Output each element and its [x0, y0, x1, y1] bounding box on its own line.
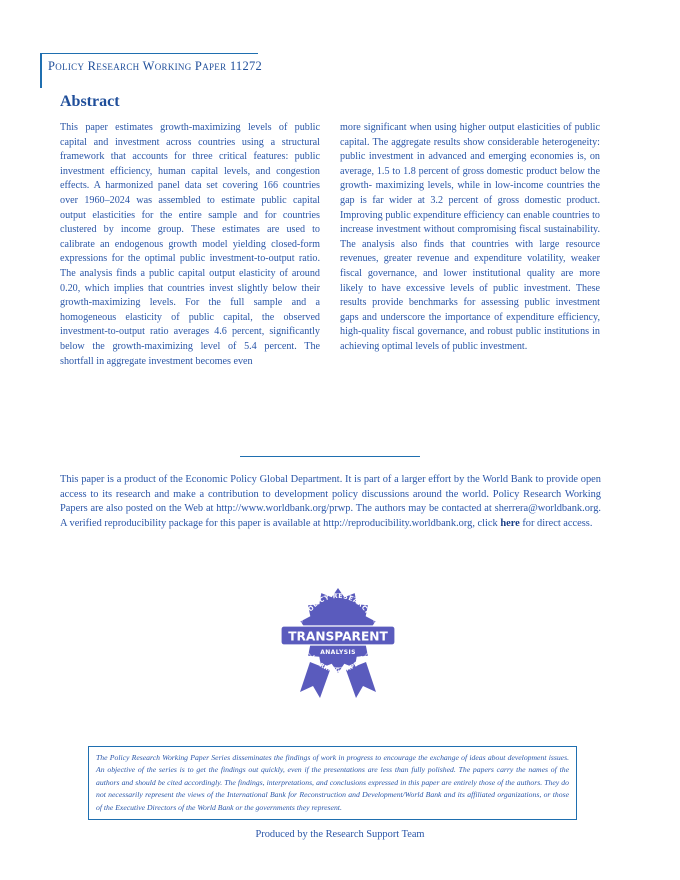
abstract-title: Abstract: [60, 93, 120, 110]
abstract-column-left: This paper estimates growth-maximizing levels of public capital and investment across countries using a structural framework that accounts for three critical features: public investment efficiency, human capital levels, and congestion effects. A harmonized panel data set covering 166 countries over 1960–2024 was assembled to estimate public capital output elasticities for the entire sample and for countries clustered by income group. These estimates are used to calibrate an endogenous growth model yielding closed-form expressions for the optimal public investment-to-output ratio. The analysis finds a public capital output elasticity of around 0.20, which implies that countries invest slightly below their growth-maximizing levels. For the full sample and a homogeneous elasticity of public capital, the observed investment-to-output ratio averages 4.6 percent, significantly below the growth-maximizing level of 5.4 percent. The shortfall in aggregate investment becomes even: [60, 122, 320, 367]
disclaimer-text: The Policy Research Working Paper Series disseminates the findings of work in progress to encourage the exchange of ideas about development issues. An objective of the series is to get the findings out quickly, even if the presentations are less than fully polished. The papers carry the names of the authors and should be cited accordingly. The findings, interpretations, and conclusions expressed in this paper are entirely those of the authors. They do not necessarily represent the views of the International Bank for Reconstruction and Development/World Bank and its affiliated organizations, or those of the Executive Directors of the World Bank or the governments they represent.: [96, 753, 569, 812]
section-divider: [240, 456, 420, 457]
footer-credit: Produced by the Research Support Team: [255, 829, 425, 840]
product-note: [60, 473, 601, 531]
abstract-column-right: more significant when using higher output elasticities of public capital. The aggregate results show considerable heterogeneity: public investment in advanced and emerging economies is, on average, 1.5 to 1.8 percent of gross domestic product below the growth- maximizing levels, while in low-income countries the gap is far wider at 3.2 percent of gross domestic product. Improving public expenditure efficiency can enable countries to increase investment without compromising fiscal sustainability. The analysis also finds that countries with large resource revenues, greater revenue and expenditure volatility, weaker fiscal governance, and lower institutional quality are more likely to have excessive levels of public investment. These results provide benchmarks for assessing public investment gaps and underscore the importance of expenditure efficiency, high-quality fiscal governance, and robust public institutions in achieving optimal levels of public investment.: [340, 122, 600, 352]
badge-bottom-arc: WORKING PAPERS: [309, 654, 367, 675]
badge-main-word: TRANSPARENT: [288, 629, 388, 644]
badge-top-arc: POLICY RESEARCH: [304, 592, 372, 618]
reproducibility-link[interactable]: here: [500, 517, 520, 529]
series-label: Policy Research Working Paper 11272: [48, 59, 263, 73]
product-note-text: This paper is a product of the Economic Policy Global Department. It is part of a larger effort by the World Bank to provide open access to its research and make a contribution to development policy discussions around the world. Policy Research Working Papers are also posted on the Web at http://www.worldbank.org/prwp. The authors may be contacted at sherrera@worldbank.org. A verified reproducibility package for this paper is available at http://reproducibility.worldbank.org, click: [60, 474, 601, 529]
badge-sub-word: ANALYSIS: [320, 649, 356, 656]
transparent-analysis-badge: [280, 586, 396, 702]
series-header: [40, 53, 263, 88]
disclaimer-box: [88, 746, 577, 820]
product-note-tail: for direct access.: [519, 517, 593, 529]
